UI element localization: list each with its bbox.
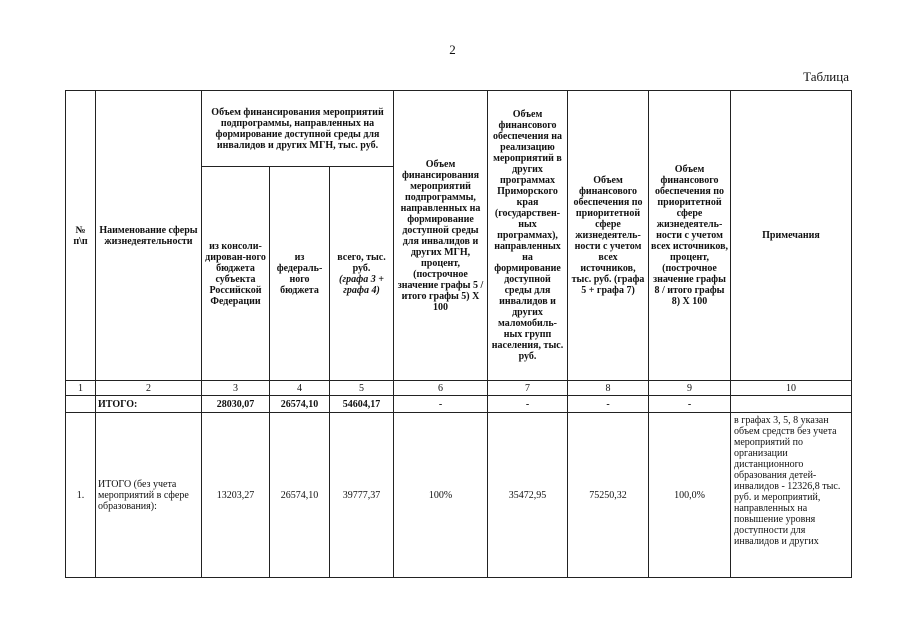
header-number: № п\п [66, 91, 96, 381]
header-priority-percent: Объем финансового обеспечения по приоритетной сфере жизнедеятель-ности с учетом всех источников, процент, (построчное значение графы 8 / итого графы 8) X 100 [649, 91, 731, 381]
total-row [66, 396, 852, 413]
table-row [66, 413, 852, 578]
column-number-row [66, 381, 852, 396]
header-federal-budget: из федераль-ного бюджета [270, 167, 330, 381]
header-other-programs: Объем финансового обеспечения на реализацию мероприятий в других программах Приморского края (государствен-ных программах), направленных на формирование доступной среды для инвалидов и других маломобиль-ных групп населения, тыс. руб. [488, 91, 568, 381]
row-regional: 13203,27 [202, 413, 270, 578]
column-number: 9 [649, 381, 731, 396]
header-total-formula: (графа 3 + графа 4) [339, 273, 384, 296]
row-name: ИТОГО (без учета мероприятий в сфере образования): [96, 413, 202, 578]
column-number: 8 [568, 381, 649, 396]
column-number: 4 [270, 381, 330, 396]
total-federal: 26574,10 [270, 396, 330, 413]
data-table [65, 90, 852, 578]
header-regional-budget: из консоли-дирован-ного бюджета субъекта Российской Федерации [202, 167, 270, 381]
header-financing-percent: Объем финансирования мероприятий подпрограммы, направленных на формирование доступной среды для инвалидов и других МГН, процент, (построчное значение графы 5 / итого графы 5) X 100 [394, 91, 488, 381]
total-percent: - [394, 396, 488, 413]
total-label: ИТОГО: [96, 396, 202, 413]
total-num [66, 396, 96, 413]
header-total-label: всего, тыс. руб. [337, 251, 386, 274]
column-number: 2 [96, 381, 202, 396]
total-regional: 28030,07 [202, 396, 270, 413]
row-priority: 75250,32 [568, 413, 649, 578]
header-priority-total: Объем финансового обеспечения по приоритетной сфере жизнедеятель-ности с учетом всех источников, тыс. руб. (графа 5 + графа 7) [568, 91, 649, 381]
header-total [330, 167, 394, 381]
row-notes: в графах 3, 5, 8 указан объем средств без учета мероприятий по организации дистанционного образования детей-инвалидов - 12326,8 тыс. руб. и мероприятий, направленных на повышение уровня доступности для инвалидов и других [731, 413, 852, 578]
row-federal: 26574,10 [270, 413, 330, 578]
table-caption: Таблица [803, 69, 849, 84]
total-other-programs: - [488, 396, 568, 413]
total-sum: 54604,17 [330, 396, 394, 413]
header-sphere-name: Наименование сферы жизнедеятельности [96, 91, 202, 381]
column-number: 7 [488, 381, 568, 396]
header-notes: Примечания [731, 91, 852, 381]
column-number: 10 [731, 381, 852, 396]
column-number: 1 [66, 381, 96, 396]
total-priority: - [568, 396, 649, 413]
row-num: 1. [66, 413, 96, 578]
column-number: 3 [202, 381, 270, 396]
header-subprogram-financing-group: Объем финансирования мероприятий подпрограммы, направленных на формирование доступной среды для инвалидов и других МГН, тыс. руб. [202, 91, 394, 167]
row-other-programs: 35472,95 [488, 413, 568, 578]
column-number: 5 [330, 381, 394, 396]
row-priority-percent: 100,0% [649, 413, 731, 578]
total-priority-percent: - [649, 396, 731, 413]
total-notes [731, 396, 852, 413]
row-total: 39777,37 [330, 413, 394, 578]
column-number: 6 [394, 381, 488, 396]
row-percent: 100% [394, 413, 488, 578]
page-number: 2 [449, 42, 456, 57]
